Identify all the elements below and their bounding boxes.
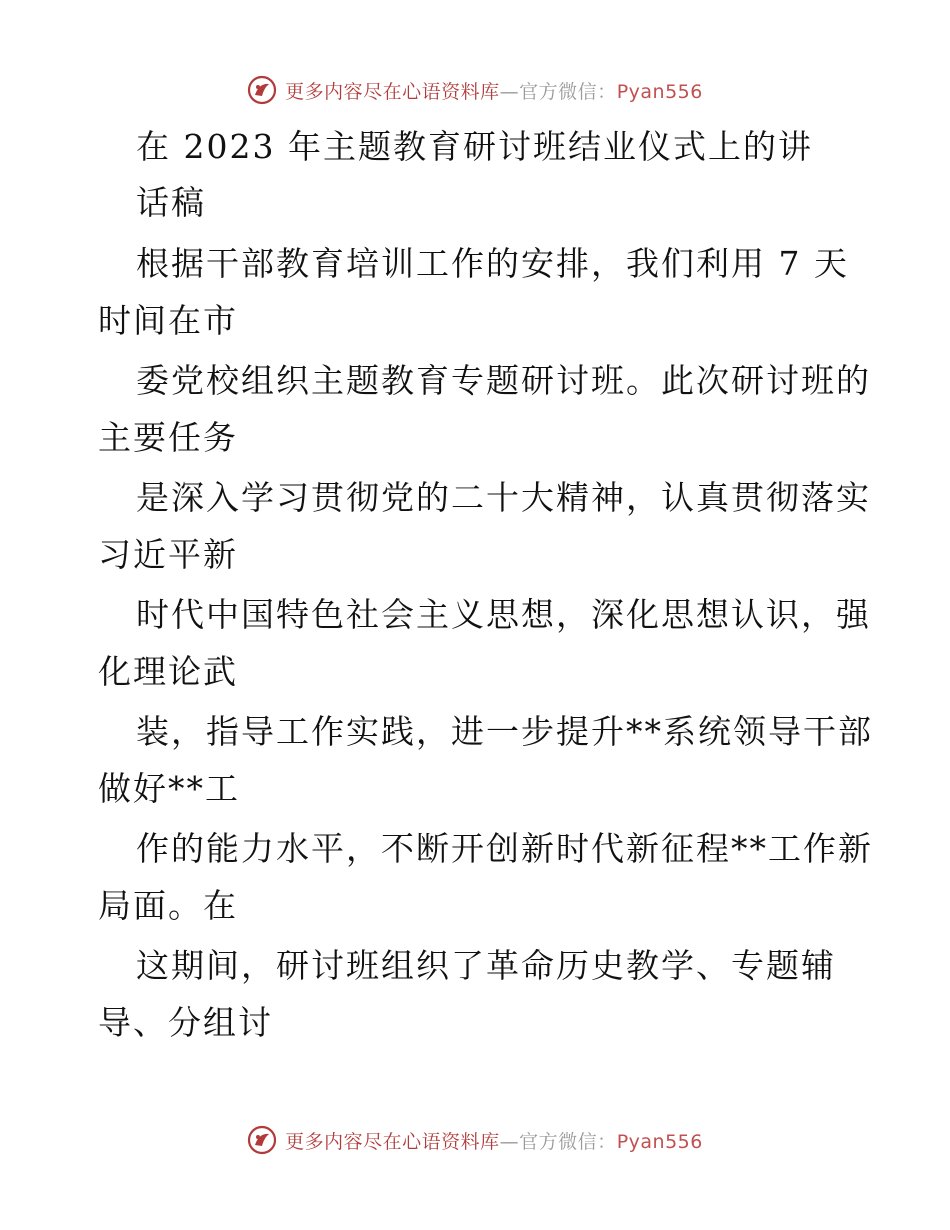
paragraph-line: 习近平新 [98, 535, 238, 574]
paragraph-line: 主要任务 [98, 418, 238, 457]
paragraph-line: 作的能力水平，不断开创新时代新征程**工作新 [136, 829, 873, 868]
paragraph-line: 化理论武 [98, 652, 238, 691]
document-title-line: 话稿 [136, 183, 206, 222]
footer-watermark [0, 1120, 950, 1160]
paragraph-line: 局面。在 [98, 886, 238, 925]
watermark-text [285, 1127, 703, 1154]
paragraph-line: 是深入学习贯彻党的二十大精神，认真贯彻落实 [136, 478, 871, 517]
paragraph-line: 做好**工 [98, 769, 240, 808]
document-title-line: 在 2023 年主题教育研讨班结业仪式上的讲 [136, 127, 813, 166]
paragraph-line: 委党校组织主题教育专题研讨班。此次研讨班的 [136, 361, 871, 400]
header-watermark [0, 70, 950, 110]
paragraph-line: 导、分组讨 [98, 1003, 273, 1042]
watermark-separator: — [499, 80, 520, 103]
watermark-text [285, 77, 703, 104]
watermark-brand: 更多内容尽在心语资料库 [285, 1130, 500, 1153]
paragraph-line: 时代中国特色社会主义思想，深化思想认识，强 [136, 595, 871, 634]
seal-logo-icon [247, 75, 277, 105]
watermark-channel: 官方微信： [519, 1130, 617, 1153]
watermark-brand: 更多内容尽在心语资料库 [285, 80, 500, 103]
paragraph-line: 装，指导工作实践，进一步提升**系统领导干部 [136, 712, 873, 751]
paragraph-line: 时间在市 [98, 301, 238, 340]
paragraph-line: 根据干部教育培训工作的安排，我们利用 7 天 [136, 244, 849, 283]
paragraph-line: 这期间，研讨班组织了革命历史教学、专题辅 [136, 946, 836, 985]
watermark-channel: 官方微信： [519, 80, 617, 103]
watermark-account: Pyan556 [616, 1130, 703, 1153]
watermark-account: Pyan556 [616, 80, 703, 103]
seal-logo-icon [247, 1125, 277, 1155]
watermark-separator: — [499, 1130, 520, 1153]
